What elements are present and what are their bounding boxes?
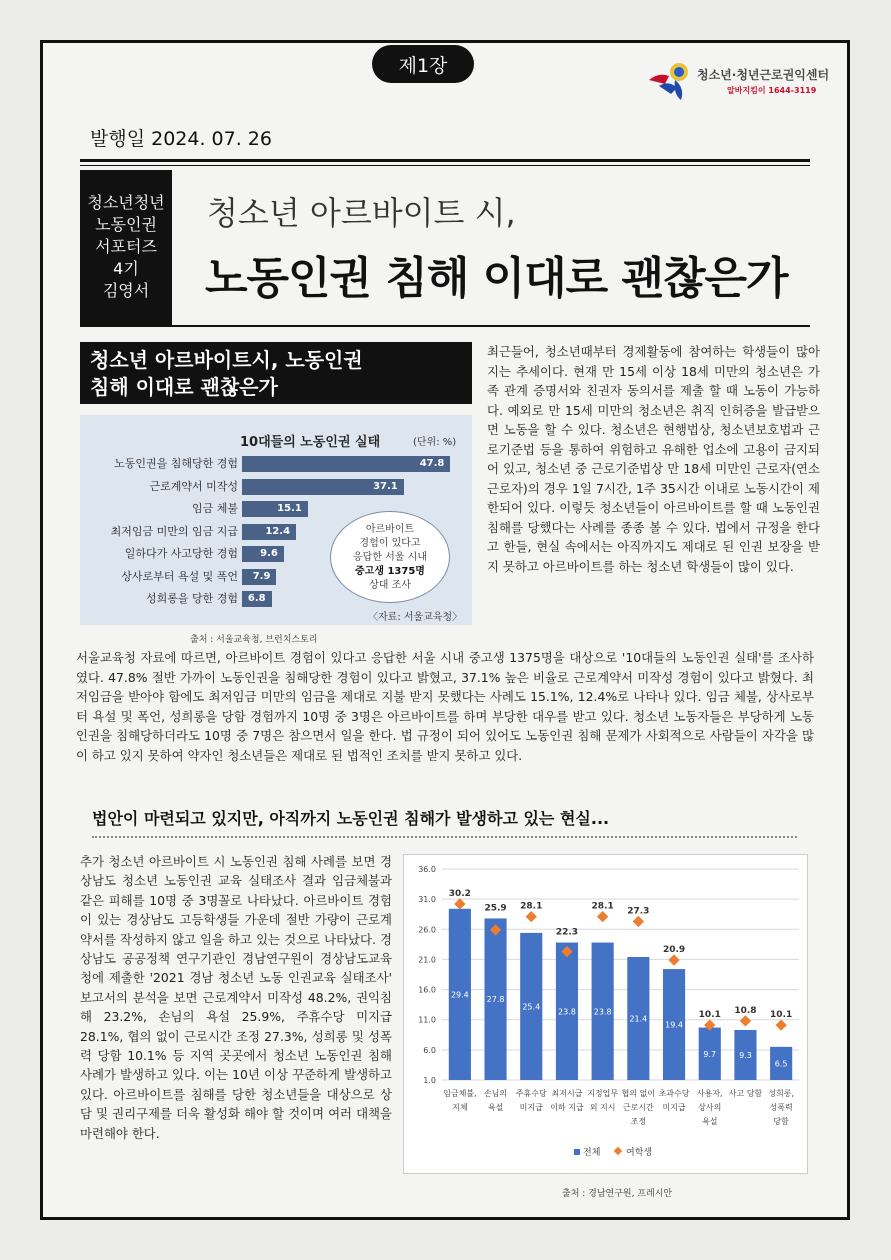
section1-body: 최근들어, 청소년때부터 경제활동에 참여하는 학생들이 많아지는 추세이다. 현재 만 15세 이상 18세 미만의 청소년은 가족 관계 증명서와 친권자 동의서를 제출 할 때 노동이 가능하다. 예외로 만 15세 미만의 청소년은 취직 인허증을 발급받으면 노동을 할 수 있다. 청소년은 현행법상, 청소년보호법과 근로기준법 등을 통하여 위험하고 유해한 업소에 고용이 금지되어 있고, 청소년 중 근로기준법상 만 18세 미만인 근로자(연소근로자)의 경우 1일 7시간, 1주 35시간 이내로 노동시간이 제한되어 있다. 이렇듯 청소년들이 아르바이트를 할 때 노동인권 침해를 당했다는 사례를 종종 볼 수 있다. 법에서 규정을 한다고 한들, 현실 속에서는 아직까지도 제대로 된 인권 보장을 받지 못하고 아르바이트를 하는 청소년 학생들이 많이 있다.	[487, 344, 820, 574]
chart2-marker-label: 28.1	[591, 901, 614, 912]
chart2-ytick: 31.0	[418, 895, 436, 905]
chart2-category-label: 협의 없이	[621, 1089, 656, 1098]
publish-date: 발행일 2024. 07. 26	[90, 128, 272, 150]
author-line: 서포터즈	[95, 237, 157, 256]
section2-body: 추가 청소년 아르바이트 시 노동인권 침해 사례를 보면 경상남도 청소년 노동인권 교육 실태조사 결과 임금체불과 같은 피해를 10명 중 3명꼴로 나타났다. 아르바이트 경험이 있는 경상남도 고등학생들 가운데 절반 가량이 근로계약서를 작성하지 않고 일을 하고 있는 것으로 나타났다. 경상남도 공공정책 연구기관인 경남연구원이 경상남도교육청에 제출한 '2021 경남 청소년 노동 인권교육 실태조사' 보고서의 분석을 보면 근로계약서 미작성 48.2%, 권익침해 23.2%, 손님의 욕설 25.9%, 주휴수당 미지급 28.1%, 협의 없이 근로시간 조정 27.3%, 성희롱 및 성폭력 당함 10.1% 등 지역 곳곳에서 청소년 노동인권 침해 사례가 발생하고 있다. 이는 10년 이상 꾸준하게 발생하고 있다. 아르바이트를 침해를 당한 청소년들을 대상으로 상담 및 권리구제를 더욱 활성화 해야 할 것이며 여러 대책을 마련해야 한다.	[80, 854, 392, 1141]
chart2-marker	[454, 898, 465, 909]
chart2-category-label: 욕설	[487, 1103, 504, 1112]
chart2-ytick: 26.0	[418, 925, 436, 935]
chart1-note-line: 상대 조사	[369, 580, 411, 591]
chart2-bar-label: 19.4	[665, 1020, 683, 1030]
gyeongnam-survey-chart	[403, 854, 808, 1174]
chart1-source: 〈자료: 서울교육청〉	[368, 612, 463, 623]
chart2-marker-label: 10.1	[770, 1010, 793, 1021]
chart2-category-label: 이하 지급	[550, 1103, 584, 1112]
chart2-ytick: 6.0	[423, 1045, 436, 1055]
chart2-legend-label: 여학생	[626, 1148, 653, 1158]
chart2-category-label: 초과수당	[658, 1089, 690, 1098]
chart2-marker-label: 20.9	[662, 945, 686, 956]
chart2-bar-label: 21.4	[629, 1014, 648, 1024]
logo-hotline: 알바지킴이 1644-3119	[727, 86, 817, 95]
chart2-category-label: 사용자,	[696, 1089, 723, 1098]
chart2-marker	[740, 1015, 751, 1026]
chart2-category-label: 지체	[452, 1103, 468, 1112]
chart2-bar-label: 25.4	[522, 1002, 541, 1012]
section1-heading-line: 침해 이대로 괜찮은가	[90, 375, 278, 399]
center-logo	[645, 58, 845, 102]
chart2-category-label: 욕설	[702, 1117, 718, 1126]
chart2-category-label: 임금체불,	[443, 1089, 477, 1098]
logo-title: 청소년·청년근로권익센터	[697, 68, 830, 82]
chart2-category-label: 손님의	[483, 1089, 508, 1098]
chart2-bar-label: 29.4	[450, 990, 469, 1000]
chart1-category-label: 임금 체불	[191, 502, 238, 515]
chart2-bar-label: 6.5	[774, 1059, 788, 1069]
chapter-label: 제1장	[398, 54, 448, 77]
title-line1: 청소년 아르바이트 시,	[207, 194, 516, 232]
chart1-row	[80, 478, 472, 498]
chart2-category-label: 미지급	[662, 1103, 686, 1112]
chart1-note-line: 아르바이트	[365, 524, 415, 535]
chart2-legend-label: 전체	[583, 1148, 601, 1158]
chart1-category-label: 최저임금 미만의 임금 지급	[110, 524, 238, 538]
chart1-category-label: 일하다가 사고당한 경험	[124, 547, 238, 560]
logo-mascot-icon	[645, 58, 695, 102]
chart1-category-label: 근로계약서 미작성	[149, 479, 238, 493]
section1-heading	[80, 342, 472, 404]
chart2-marker	[775, 1019, 786, 1030]
section2-divider	[92, 836, 797, 838]
title-rule	[80, 325, 810, 327]
chart2-category-label: 외 지시	[589, 1103, 616, 1112]
chart2-marker	[633, 916, 644, 927]
chart1-unit: (단위: %)	[413, 437, 457, 448]
chart2-marker	[526, 911, 537, 922]
chart1-bar: 47.8	[242, 456, 450, 472]
chart2-category-label: 미지급	[519, 1103, 543, 1112]
chart2-legend-swatch	[614, 1147, 622, 1155]
chart2-ytick: 36.0	[418, 865, 436, 874]
chart2-marker-label: 10.1	[698, 1010, 721, 1021]
chart2-marker-label: 28.1	[520, 901, 543, 912]
title-line2: 노동인권 침해 이대로 괜찮은가	[205, 253, 788, 304]
section1-heading-line: 청소년 아르바이트시, 노동인권	[90, 348, 363, 372]
chart1-bar: 7.9	[242, 569, 276, 585]
chart1-note-line: 응답한 서울 시내	[353, 552, 427, 563]
author-line: 김영서	[102, 281, 150, 300]
header-rule-thin	[80, 165, 810, 166]
author-line: 4기	[113, 259, 139, 278]
seoul-survey-chart	[80, 415, 472, 625]
chart2-marker	[597, 911, 608, 922]
chart2-category-label: 최저시급	[551, 1089, 583, 1098]
chart2-category-label: 조정	[630, 1117, 647, 1126]
chart2-ytick: 1.0	[423, 1076, 436, 1085]
header-rule-thick	[80, 159, 810, 162]
author-line: 청소년청년	[87, 193, 165, 212]
chart1-category-label: 성희롱을 당한 경험	[145, 592, 238, 605]
chart2-ytick: 11.0	[418, 1015, 436, 1025]
chart2-legend-swatch	[574, 1149, 580, 1155]
chart2-marker-label: 10.8	[734, 1005, 757, 1016]
chart2-category-label: 근로시간	[622, 1103, 654, 1112]
chart2-category-label: 당함	[773, 1117, 789, 1126]
chart2-caption: 출처 : 경남연구원, 프레시안	[562, 1189, 673, 1199]
chapter-badge	[372, 45, 474, 83]
chart2-bar-label: 23.8	[593, 1007, 612, 1017]
chart2-marker-label: 25.9	[484, 903, 507, 914]
chart1-title: 10대들의 노동인권 실태	[240, 435, 381, 450]
section2-heading: 법안이 마련되고 있지만, 아직까지 노동인권 침해가 발생하고 있는 현실...	[92, 809, 610, 828]
chart1-bar: 15.1	[242, 501, 308, 517]
author-box	[80, 170, 172, 325]
chart1-note-line: 경험이 있다고	[359, 538, 421, 549]
chart2-marker-label: 22.3	[555, 927, 579, 938]
chart1-category-label: 노동인권을 침해당한 경험	[114, 457, 238, 470]
chart1-bar: 37.1	[242, 479, 404, 495]
chart1-caption: 출처 : 서울교육청, 브런치스토리	[190, 635, 318, 645]
chart1-bar: 12.4	[242, 524, 296, 540]
chart2-category-label: 사고 당함	[728, 1089, 763, 1098]
chart2-marker-label: 30.2	[448, 888, 471, 899]
chart2-bar-label: 23.8	[558, 1007, 576, 1017]
chart2-marker-label: 27.3	[627, 906, 650, 917]
chart1-note	[330, 511, 450, 603]
section1-full-body: 서울교육청 자료에 따르면, 아르바이트 경험이 있다고 응답한 서울 시내 중고생 1375명을 대상으로 '10대들의 노동인권 실태'를 조사하였다. 47.8% 절반 가까이 노동인권을 침해당한 경험이 있다고 밝혔고, 37.1% 높은 비율로 근로계약서 미작성 경험이 있다고 밝혔다. 최저임금을 받아야 함에도 최저임금 미만의 임금을 제대로 지불 받지 못했다는 사례도 15.1%, 12.4%로 나타나 있다. 임금 체불, 상사로부터 욕설 및 폭언, 성희롱을 당함 경험까지 10명 중 3명은 아르바이트를 하며 부당한 대우를 받고 있다. 청소년 노동자들은 부당하게 노동인권을 침해당하더라도 10명 중 7명은 참으면서 일을 한다. 법 규정이 되어 있어도 노동인권 침해 문제가 사회적으로 사람들이 자각을 많이 하고 있지 못하여 약자인 청소년들은 제대로 된 법적인 조치를 받지 못하고 있다.	[76, 650, 814, 763]
chart1-bar: 9.6	[242, 546, 284, 562]
chart2-category-label: 성희롱,	[768, 1089, 795, 1098]
chart2-category-label: 상사의	[698, 1103, 722, 1112]
chart2-category-label: 지정업무	[587, 1089, 619, 1098]
chart1-bar: 6.8	[242, 591, 272, 607]
chart1-category-label: 상사로부터 욕설 및 폭언	[121, 569, 238, 583]
author-line: 노동인권	[95, 215, 157, 234]
chart1-note-line: 중고생 1375명	[355, 566, 425, 577]
chart1-row	[80, 455, 472, 475]
chart2-bar-label: 27.8	[486, 995, 505, 1005]
chart2-ytick: 16.0	[418, 985, 436, 995]
chart2-svg	[404, 855, 809, 1175]
chart2-bar-label: 9.3	[739, 1050, 752, 1060]
chart2-marker	[668, 954, 679, 965]
chart2-bar-label: 9.7	[703, 1049, 717, 1059]
chart2-category-label: 성폭력	[769, 1103, 793, 1112]
chart2-ytick: 21.0	[418, 955, 436, 965]
chart2-category-label: 주휴수당	[515, 1089, 547, 1098]
